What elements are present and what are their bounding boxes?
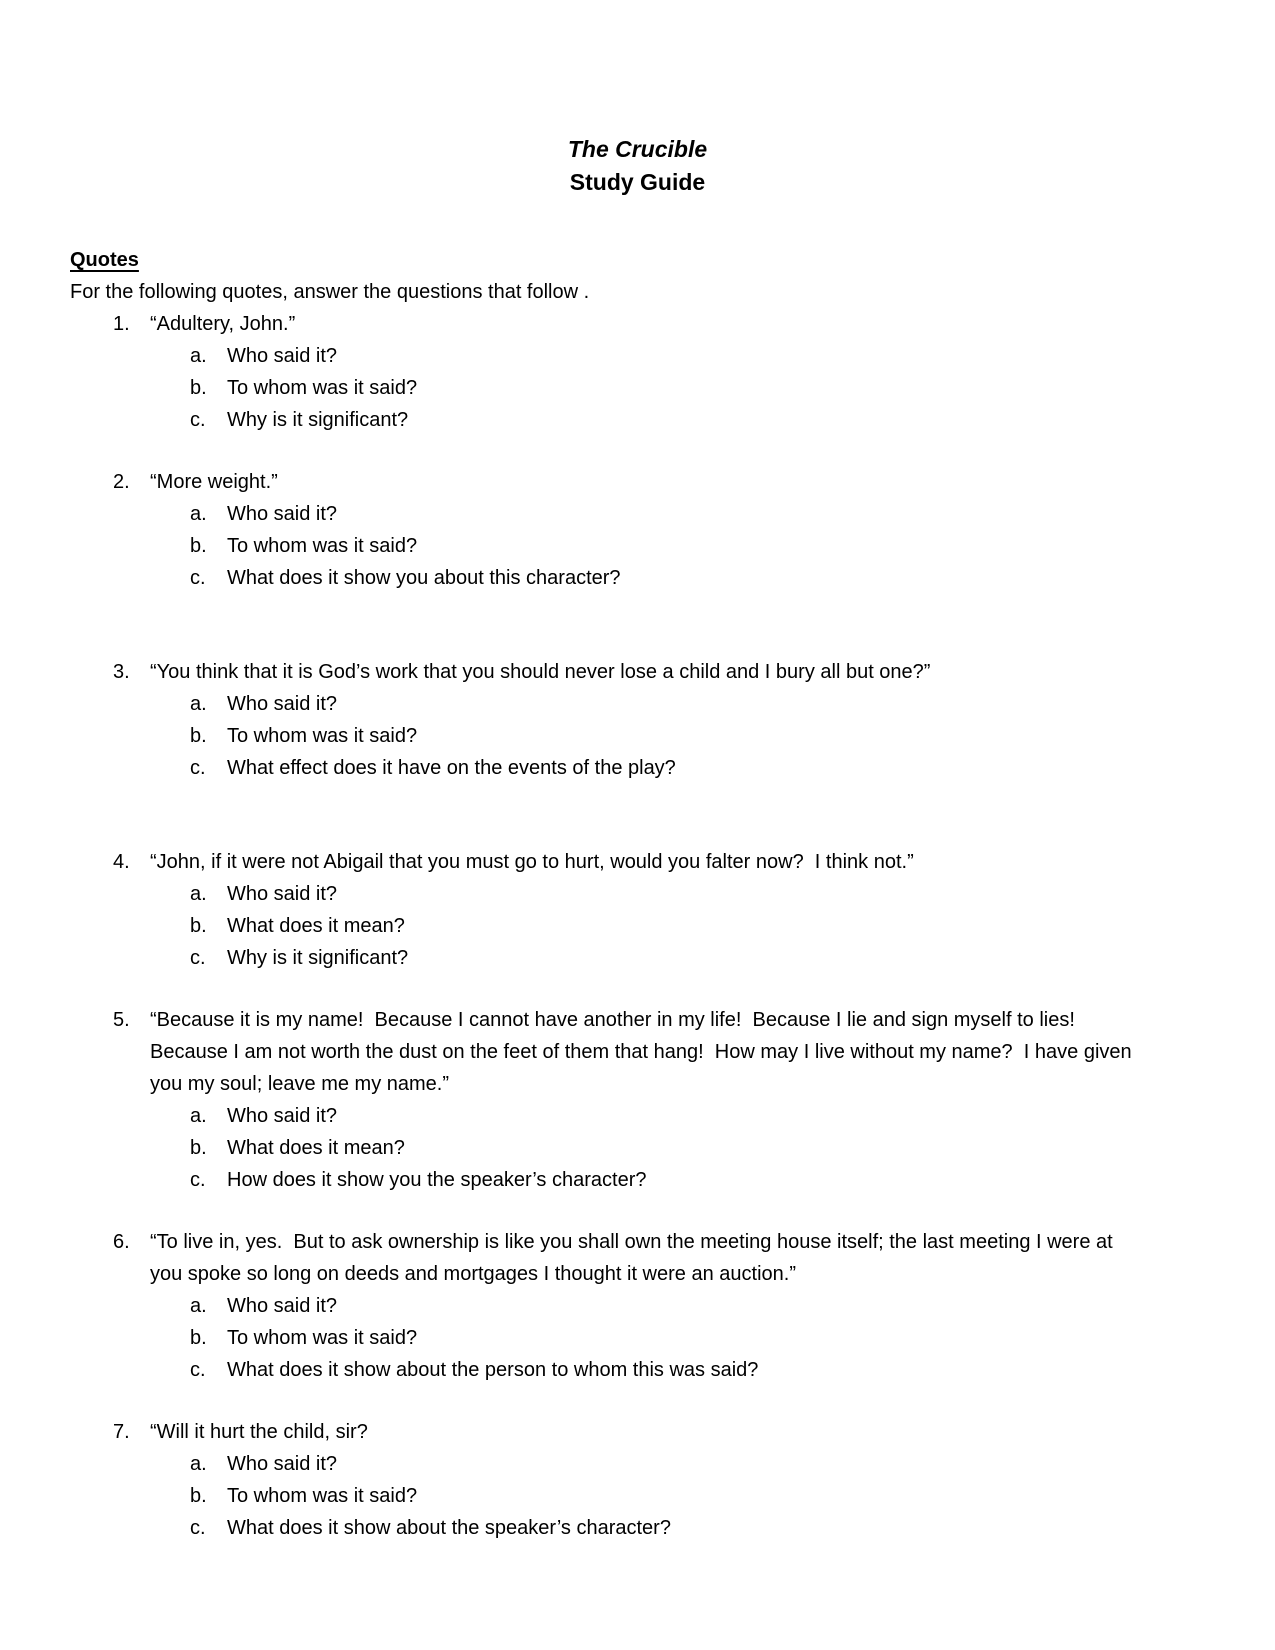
sub-question-label: a.	[190, 1453, 207, 1475]
sub-question-label: c.	[190, 1517, 206, 1539]
sub-question	[70, 720, 1145, 752]
quote-line	[70, 1226, 1145, 1290]
sub-question-label: c.	[190, 1169, 206, 1191]
quote-text: “Adultery, John.”	[150, 313, 296, 335]
quote-number: 7.	[113, 1421, 130, 1443]
sub-question-text: Who said it?	[227, 345, 338, 367]
quote-text: “Because it is my name! Because I cannot have another in my life! Because I lie and sign myself to lies! Because I am not worth the dust on the feet of them that hang! How may I live without my name? I have given you my soul; leave me my name.”	[150, 1009, 1138, 1095]
sub-question	[70, 1100, 1145, 1132]
quote-line	[70, 1416, 1145, 1448]
sub-question-label: a.	[190, 345, 207, 367]
sub-question-label: b.	[190, 1327, 207, 1349]
sub-question-label: b.	[190, 377, 207, 399]
quote-text: “Will it hurt the child, sir?	[150, 1421, 368, 1443]
quote-number: 3.	[113, 661, 130, 683]
sub-question	[70, 878, 1145, 910]
sub-question-text: Who said it?	[227, 883, 338, 905]
sub-question-label: b.	[190, 1485, 207, 1507]
sub-question	[70, 372, 1145, 404]
sub-question	[70, 1480, 1145, 1512]
quote-item-6	[70, 1226, 1145, 1386]
quote-line	[70, 308, 1145, 340]
sub-question-label: b.	[190, 535, 207, 557]
sub-question	[70, 562, 1145, 594]
sub-question-text: What does it show you about this character?	[227, 567, 621, 589]
sub-question-label: b.	[190, 725, 207, 747]
quote-line	[70, 1004, 1145, 1100]
sub-question-text: Who said it?	[227, 503, 338, 525]
sub-question-text: Who said it?	[227, 1295, 338, 1317]
sub-question	[70, 404, 1145, 436]
sub-question-text: Why is it significant?	[227, 947, 409, 969]
sub-question	[70, 1290, 1145, 1322]
title-subtitle: Study Guide	[569, 169, 706, 195]
sub-question-label: a.	[190, 1105, 207, 1127]
quote-text: “John, if it were not Abigail that you must go to hurt, would you falter now? I think not.”	[150, 851, 914, 873]
sub-question-text: What does it mean?	[227, 915, 405, 937]
quote-number: 2.	[113, 471, 130, 493]
title-book-name: The Crucible	[567, 136, 708, 162]
sub-question	[70, 498, 1145, 530]
sub-question	[70, 1322, 1145, 1354]
sub-question-label: c.	[190, 409, 206, 431]
sub-question-text: To whom was it said?	[227, 1485, 418, 1507]
sub-question-text: What does it show about the person to whom this was said?	[227, 1359, 759, 1381]
sub-question	[70, 530, 1145, 562]
sub-question-label: a.	[190, 883, 207, 905]
quote-text: “More weight.”	[150, 471, 278, 493]
quote-number: 1.	[113, 313, 130, 335]
quote-number: 4.	[113, 851, 130, 873]
sub-question-text: What does it show about the speaker’s character?	[227, 1517, 671, 1539]
sub-question-text: Who said it?	[227, 1453, 338, 1475]
sub-question-text: Who said it?	[227, 693, 338, 715]
sub-question	[70, 1164, 1145, 1196]
quote-line	[70, 466, 1145, 498]
quote-item-7	[70, 1416, 1145, 1544]
quote-text: “To live in, yes. But to ask ownership is like you shall own the meeting house itself; the last meeting I were at you spoke so long on deeds and mortgages I thought it were an auction.”	[150, 1231, 1119, 1285]
quote-item-3	[70, 656, 1145, 784]
sub-question-label: a.	[190, 693, 207, 715]
sub-question-text: What effect does it have on the events of the play?	[227, 757, 676, 779]
sub-question-label: c.	[190, 757, 206, 779]
sub-question	[70, 1448, 1145, 1480]
quote-number: 5.	[113, 1009, 130, 1031]
quote-item-2	[70, 466, 1145, 594]
sub-question-text: To whom was it said?	[227, 377, 418, 399]
quote-text: “You think that it is God’s work that you should never lose a child and I bury all but one?”	[150, 661, 931, 683]
sub-question-label: c.	[190, 1359, 206, 1381]
sub-question-label: a.	[190, 503, 207, 525]
sub-question	[70, 1512, 1145, 1544]
quote-item-5	[70, 1004, 1145, 1196]
quote-number: 6.	[113, 1231, 130, 1253]
sub-question-text: To whom was it said?	[227, 725, 418, 747]
section-heading: Quotes	[70, 249, 139, 271]
sub-question-text: How does it show you the speaker’s character?	[227, 1169, 647, 1191]
sub-question-label: b.	[190, 1137, 207, 1159]
quote-item-1	[70, 308, 1145, 436]
sub-question-label: c.	[190, 567, 206, 589]
quote-item-4	[70, 846, 1145, 974]
sub-question-text: Why is it significant?	[227, 409, 409, 431]
sub-question-text: To whom was it said?	[227, 535, 418, 557]
quote-line	[70, 846, 1145, 878]
sub-question	[70, 688, 1145, 720]
sub-question-text: To whom was it said?	[227, 1327, 418, 1349]
sub-question-label: c.	[190, 947, 206, 969]
sub-question-label: a.	[190, 1295, 207, 1317]
intro-text: For the following quotes, answer the questions that follow .	[70, 281, 590, 303]
sub-question	[70, 942, 1145, 974]
quote-line	[70, 656, 1145, 688]
document-body	[0, 244, 1275, 1544]
sub-question-label: b.	[190, 915, 207, 937]
document-title	[0, 0, 1275, 199]
sub-question	[70, 910, 1145, 942]
sub-question	[70, 1132, 1145, 1164]
sub-question	[70, 340, 1145, 372]
sub-question-text: What does it mean?	[227, 1137, 405, 1159]
sub-question	[70, 752, 1145, 784]
sub-question-text: Who said it?	[227, 1105, 338, 1127]
sub-question	[70, 1354, 1145, 1386]
